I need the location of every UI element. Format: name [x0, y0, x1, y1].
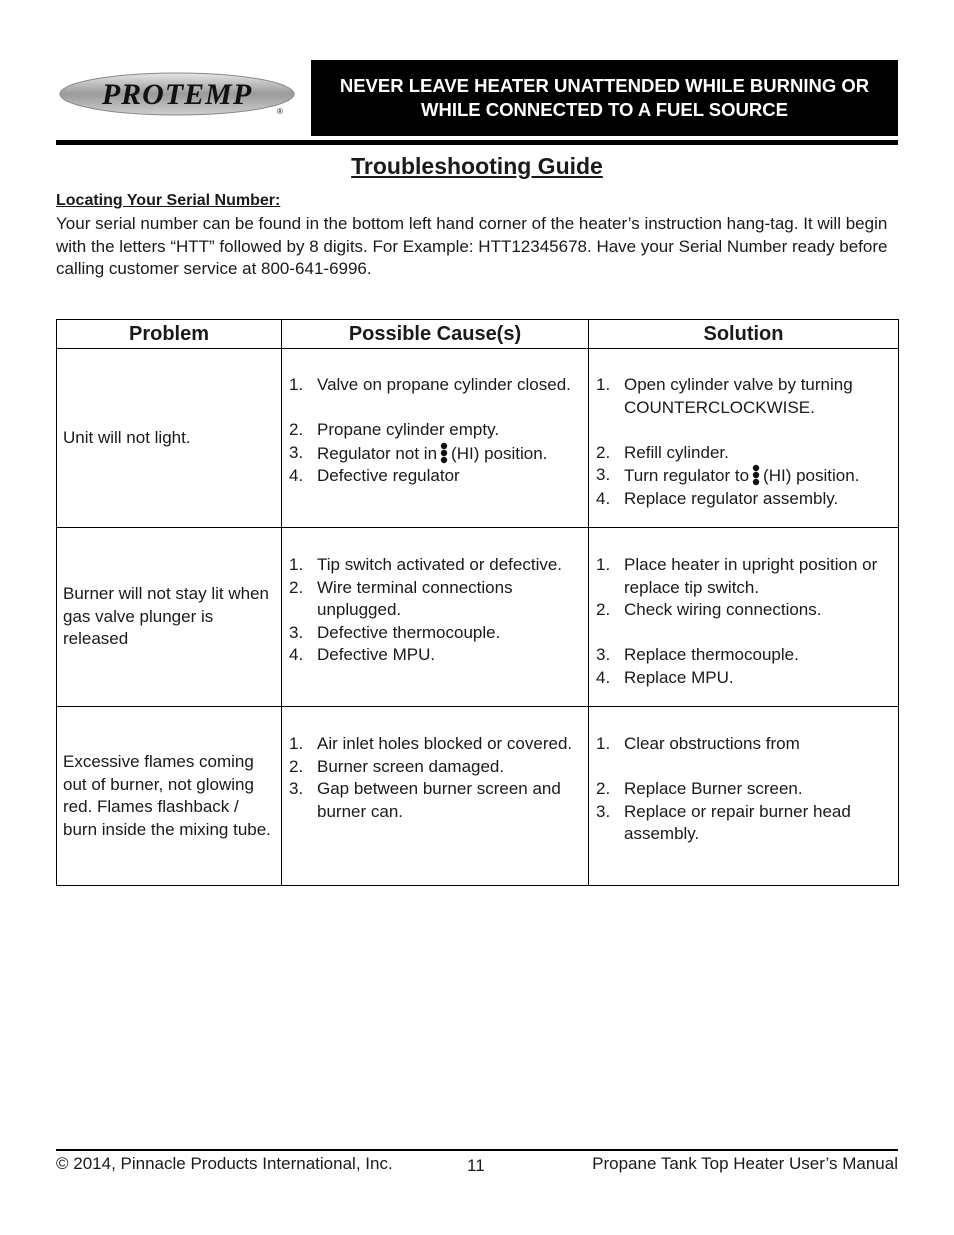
svg-text:®: ®: [277, 107, 283, 116]
causes-cell: [282, 349, 589, 528]
problem-cell: Unit will not light.: [57, 349, 282, 528]
header-solution: Solution: [589, 320, 899, 349]
solutions-cell: [589, 528, 899, 707]
list-item: 4. Replace regulator assembly.: [596, 488, 839, 508]
causes-cell: [282, 707, 589, 886]
logo-wordmark: PROTEMP: [101, 78, 253, 111]
header-divider: [56, 140, 898, 145]
footer-manual-title: Propane Tank Top Heater User’s Manual: [592, 1154, 898, 1173]
list-item: 2. Burner screen damaged.: [289, 756, 505, 776]
list-item: 1. Place heater in upright position or replace tip switch.: [596, 555, 878, 597]
list-item: 2. Propane cylinder empty.: [289, 420, 500, 439]
warning-line-2: WHILE CONNECTED TO A FUEL SOURCE: [421, 99, 788, 120]
protemp-logo: [57, 62, 307, 126]
list-item: 4. Defective regulator: [289, 466, 460, 485]
list-item: 3. Replace or repair burner head assembly.: [596, 801, 851, 843]
page-title: Troubleshooting Guide: [351, 153, 603, 179]
causes-cell: [282, 528, 589, 707]
table-row: [57, 528, 899, 707]
troubleshooting-table: [56, 319, 899, 886]
list-item: 3. Replace thermocouple.: [596, 645, 799, 664]
list-item: 3. Gap between burner screen and burner can.: [289, 779, 561, 821]
table-row: [57, 349, 899, 528]
list-item: 1. Open cylinder valve by turning COUNTERCLOCKWISE.: [596, 375, 853, 417]
table-row: [57, 707, 899, 886]
warning-line-1: NEVER LEAVE HEATER UNATTENDED WHILE BURNING OR: [339, 75, 870, 96]
serial-heading: Locating Your Serial Number:: [56, 192, 281, 209]
serial-text: Your serial number can be found in the bottom left hand corner of the heater’s instruction hang-tag. It will begin with the letters “HTT” followed by 8 digits. For Example: HTT12345678. Have your Serial Number ready before calling customer service at 800-641-6996.: [56, 214, 888, 278]
solutions-cell: [589, 707, 899, 886]
table-header-row: [57, 320, 899, 349]
hi-position-icon: [752, 464, 760, 486]
list-item: 2. Replace Burner screen.: [596, 779, 803, 798]
list-item: 2. Wire terminal connections unplugged.: [289, 577, 513, 619]
hi-position-icon: [440, 442, 448, 464]
list-item: 4. Replace MPU.: [596, 667, 734, 687]
footer-copyright: © 2014, Pinnacle Products International, Inc.: [56, 1154, 393, 1173]
list-item: 4. Defective MPU.: [289, 645, 436, 664]
list-item: 2. Check wiring connections.: [596, 600, 822, 619]
header-problem: Problem: [57, 320, 282, 349]
solutions-cell: [589, 349, 899, 528]
list-item: 3. Regulator not in (HI) position.: [289, 442, 548, 463]
header-causes: Possible Cause(s): [282, 320, 589, 349]
list-item: 1. Valve on propane cylinder closed.: [289, 375, 571, 394]
list-item: 1. Clear obstructions from: [596, 734, 800, 753]
list-item: 1. Air inlet holes blocked or covered.: [289, 734, 573, 753]
list-item: 1. Tip switch activated or defective.: [289, 555, 563, 574]
footer-divider: [56, 1149, 898, 1151]
list-item: 2. Refill cylinder.: [596, 442, 729, 462]
list-item: 3. Turn regulator to (HI) position.: [596, 465, 860, 485]
list-item: 3. Defective thermocouple.: [289, 622, 501, 642]
page-number: 11: [467, 1156, 485, 1175]
problem-cell: Excessive flames coming out of burner, not glowing red. Flames flashback / burn inside the mixing tube.: [57, 707, 282, 886]
problem-cell: Burner will not stay lit when gas valve plunger is released: [57, 528, 282, 707]
warning-banner: [311, 60, 898, 136]
